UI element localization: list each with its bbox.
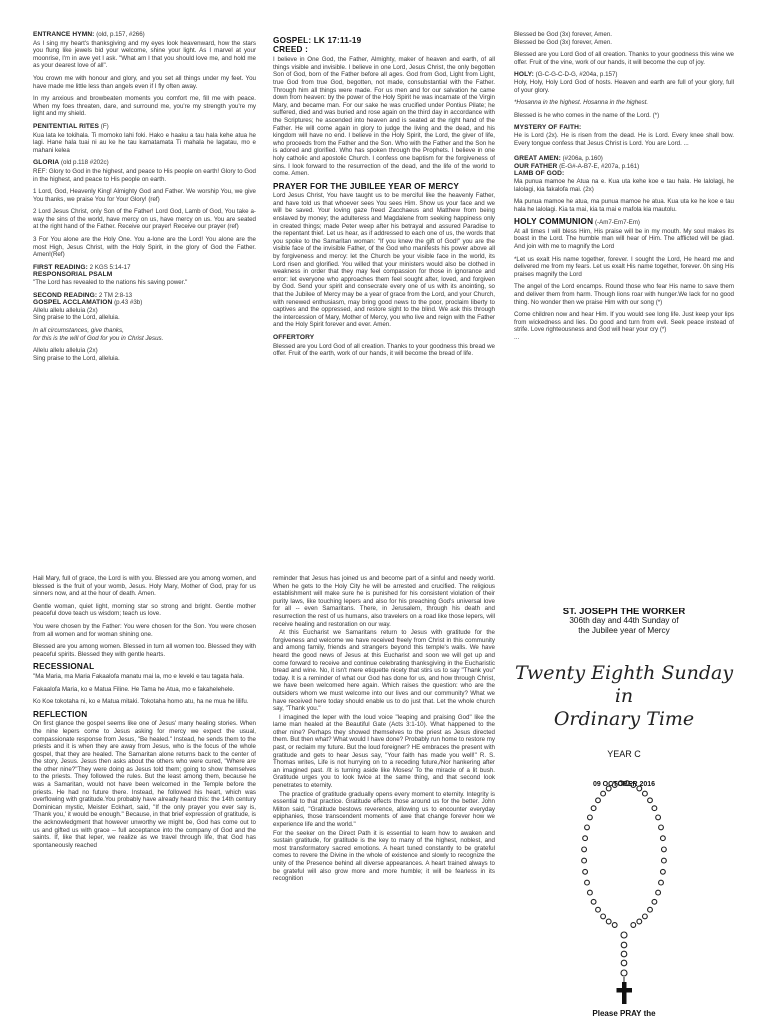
- gentle-woman-verse-3: Blessed are you among women. Blessed in turn all women too. Blessed they with peaceful spirits. Blessed they with gentle hearts.: [33, 643, 256, 658]
- rosary-bead: [588, 815, 593, 820]
- psalm-response: "The Lord has revealed to the nations his saving power.": [33, 279, 188, 287]
- penitential-heading: PENITENTIAL RITES: [33, 122, 100, 130]
- offertory-text: Blessed are you Lord God of all creation. Thanks to your goodness this bread we offer. Fruit of the earth, work of our hands, it will become the bread of life.: [273, 342, 495, 358]
- acclamation-ref: (p.43 #3b): [112, 299, 143, 307]
- creed-text: I believe in One God, the Father, Almighty, maker of heaven and earth, of all things visible and invisible. I believe in one Lord, Jesus Christ, the only begotten Son of God, born of the Father before all ages. God from God, Light from Light, true God from true God, begotten, not made, consubstantial with the Father. Through him all things were made. For us men and for our salvation he came down from heaven: by the power of the Holy Spirit he was incarnate of the Virgin Mary, and became man. For our sake he was crucified under Pontius Pilate; he suffered, died and was buried and rose again on the third day in accordance with the Scriptures; he ascended into heaven and is seated at the right hand of the Father. He will come again in glory to judge the living and the dead, and his kingdom will have no end. I believe in the Holy Spirit, the Lord, the giver of life, who proceeds from the Father and the Son. Who with the Father and the Son he is adored and glorified. Who has spoken through the Prophets. I believe in one holy catholic and apostolic Church. I confess one baptism for the forgiveness of sins. I look forward to the resurrection of the dead, and the life of the world to come. Amen.: [273, 56, 495, 178]
- rosary-bead: [652, 806, 657, 811]
- psalm-heading: RESPONSORIAL PSALM: [33, 271, 113, 279]
- rosary-bead: [659, 825, 664, 830]
- communion-verse-3: The angel of the Lord encamps. Round those who fear His name to save them and deliver them from harm. Though lions roar with hunger.We lack for no good thing. No wonder then we praise Him with our song (*): [514, 283, 734, 306]
- rosary-bead: [591, 806, 596, 811]
- acclamation-line-3: Allelu allelu alleluia (2x): [33, 347, 98, 355]
- first-reading-ref: 2 KGS 5:14-17: [87, 263, 131, 271]
- acclamation-line-1: Allelu allelu alleluia (2x): [33, 306, 98, 314]
- rosary-bead: [643, 791, 648, 796]
- rosary-bead: [648, 798, 653, 803]
- rosary-bead: [643, 914, 648, 919]
- rosary-bead: [582, 847, 587, 852]
- holy-ref: (G-C-G-C-D-G, #204a, p.157): [533, 71, 618, 79]
- rosary-bead: [601, 791, 606, 796]
- communion-ellipsis: ...: [514, 334, 520, 341]
- rosary-bead: [612, 923, 617, 928]
- rosary-bead: [585, 825, 590, 830]
- first-reading-heading: FIRST READING:: [33, 263, 88, 271]
- reflection-continued-5: For the seeker on the Direct Path it is essential to learn how to awaken and sustain gratitude, for gratitude is the key to many of the highest, noblest, and most transformatory sacred emotions. A heart tuned constantly to be grateful comes to revere the Divine in the whole of existence and slowly to recognize the unity of the Presence behind all diverse appearances. A heart trained always to be grateful will also grow more and more humble; it will be fearless in its recognition: [273, 829, 495, 883]
- lamb-of-god-heading: LAMB OF GOD:: [514, 170, 565, 178]
- blessed-be-god-line-2: Blessed be God (3x) forever, Amen.: [514, 38, 613, 46]
- communion-heading: HOLY COMMUNION: [514, 217, 594, 227]
- gloria-verse-1: 1 Lord, God, Heavenly King! Almighty God and Father. We worship You, we give You thanks, we praise You for Your Glory! (ref): [33, 188, 256, 203]
- second-reading-ref: 2 TM 2:8-13: [97, 291, 133, 299]
- acclamation-verse-2: for this is the will of God for you in Christ Jesus.: [33, 334, 164, 342]
- entrance-hymn-verse-3: In my anxious and browbeaten moments you comfort me, fill me with peace. When my foes threaten, dare, and surround me, you're my strength you're my light and my shield.: [33, 95, 256, 118]
- penitential-text: Kua lata ke tokihala. Ti momoko lahi foki. Hako e haaku a tau hala kehe atua he lagi. Hane hala tuai ni au ke he tau kamatamata Ti mahala he lagatau, mo e mahani kelea: [33, 131, 256, 154]
- column-holy-to-communion: [514, 31, 734, 511]
- great-amen-heading: GREAT AMEN:: [514, 155, 561, 163]
- jubilee-prayer-heading: PRAYER FOR THE JUBILEE YEAR OF MERCY: [273, 181, 459, 191]
- reflection-continued-4: The practice of gratitude gradually opens every moment to eternity. Integrity is essential to that practice. Gratitude effects those around us for the better. John Milton said, "Gratitude bestows reverence, allowing us to encounter everyday epiphanies, those transcendent moments of awe that change forever how we experience life and the world.": [273, 790, 495, 828]
- gloria-heading: GLORIA: [33, 159, 60, 167]
- entrance-hymn-verse-2: You crown me with honour and glory, and you set all things under my feet. You have made me little less than angels even if I fly often away.: [33, 74, 256, 90]
- rosary-bead: [631, 923, 636, 928]
- lamb-of-god-text-1: Ma punua mamoe he Atua na e. Kua uta kehe koe e tau hala. He lalolagi, he lalolagi, kia fakalofa mai. (2x): [514, 177, 734, 193]
- rosary-bead: [637, 786, 642, 791]
- holy-heading: HOLY:: [514, 71, 534, 79]
- entrance-hymn-heading: ENTRANCE HYMN:: [33, 31, 95, 38]
- rosary-bead: [612, 783, 617, 788]
- rosary-bead: [601, 914, 606, 919]
- entrance-hymn-ref: (old, p.157, #266): [94, 31, 145, 38]
- communion-ref: (-Am7-Em7-Em): [593, 219, 640, 227]
- mystery-text: He is Lord (2x). He is risen from the dead. He is Lord. Every knee shall bow. Every tongue confess that Jesus Christ is Lord. You are Lord. ...: [514, 131, 734, 147]
- rosary-bead: [631, 783, 636, 788]
- rosary-bead: [591, 899, 596, 904]
- gloria-verse-2: 2 Lord Jesus Christ, only Son of the Father! Lord God, Lamb of God, You take a-way the sins of the world, have mercy on us, have mercy on us. You are seated at the right hand of the Father. Receive our prayer! Receive our prayer (ref): [33, 208, 256, 231]
- column-entrance-to-acclamation: [33, 31, 256, 528]
- column-reflection-continued: [273, 575, 495, 1024]
- gloria-refrain: REF: Glory to God in the highest, and peace to His people on earth! Glory to God in the highest, and peace to His people on earth.: [33, 167, 256, 183]
- rosary-bead: [661, 869, 666, 874]
- entrance-hymn-verse-1: As I sing my heart's thanksgiving and my eyes look heavenward, how the stars you flung like jewels bid your welcome, shine your light. As I marvel at your moonrise, I'm in awe yet I ask. "What am I that you should love me, and hold me as your dearest love of all".: [33, 39, 256, 70]
- sunday-title-line-1: Twenty Eighth Sunday in: [514, 661, 734, 707]
- rosary-bead: [582, 858, 587, 863]
- recessional-heading: RECESSIONAL: [33, 662, 95, 672]
- reflection-continued-2: At this Eucharist we Samaritans return to Jesus with gratitude for the forgiveness and welcome we have received freely from Christ in this community and among family, friends and strangers beyond this temple's walls. We have heard the good news of Jesus at this Eucharist and soon we will get up and come forward to receive and continue celebrating thanksgiving in the Eucharistic bread and wine. No, it isn't mere etiquette nicety that stirs us to say "Thank you" today. It is a reminder of what our God has done for us, and how through Christ, we have been welcomed here again. Which raises the question: who are the outsiders whom we must welcome into our lives and our community? What we have received here today should enable us to do just that. Let the whole church say, "Thank you.": [273, 629, 495, 713]
- rosary-bead: [596, 798, 601, 803]
- rosary-bead: [661, 836, 666, 841]
- rosary-bead: [585, 880, 590, 885]
- rosary-bead: [662, 847, 667, 852]
- rosary-bead: [606, 919, 611, 924]
- cover-subtitle-line-2: the Jubilee year of Mercy: [578, 625, 670, 635]
- recessional-verse-1: "Ma Maria, ma Maria Fakaalofa manatu mai la, mo e leveki e tau tagata hala.: [33, 672, 244, 680]
- recessional-verse-3: Ko Koe tokotaha ni, ko e Matua mitaki. Tokotaha homo atu, ha ne mua he lilifu.: [33, 698, 249, 706]
- column-hail-mary-reflection: [33, 575, 256, 1024]
- rosary-bead: [625, 781, 630, 786]
- liturgical-year: YEAR C: [607, 748, 641, 759]
- rosary-bead: [583, 869, 588, 874]
- rosary-bead: [652, 899, 657, 904]
- offertory-wine-text: Blessed are you Lord God of all creation. Thanks to your goodness this wine we offer. Fruit of the vine, work of our hands, it will become the cup of joy.: [514, 51, 734, 66]
- rosary-bead: [596, 907, 601, 912]
- reflection-continued-3: I imagined the leper with the loud voice "leaping and praising God" like the lame man healed at the Beautiful Gate (Acts 3:1-10). What happened to the other nine? Perhaps they showed themselves to the priest as Jesus directed them. But then what? What would I have done? Probably run home to restore my past, or reclaim my future. But the loud foreigner? HE embraces the present with gratitude and gets to hear Jesus say, "Your faith has made you well!" R. S. Thomas writes, Life is not hurrying on to a receding future,/Nor hankering after an imagined past. /It is turning aside like Moses/ To the miracle of a lit bush. Gratitude urges you to look twice at the same thing, and that second look penetrates to eternity.: [273, 713, 495, 790]
- reflection-heading: REFLECTION: [33, 709, 88, 719]
- acclamation-verse-1: In all circumstances, give thanks,: [33, 327, 124, 334]
- sunday-title-line-2: Ordinary Time: [553, 707, 695, 730]
- reflection-continued-1: reminder that Jesus has joined us and become part of a sinful and needy world. When he gets to the Holy City he will be arrested and crucified. The religious establishment will make sure he is punished for his consistent violation of their purity laws, like touching lepers and also for his preaching God's universal love for all -- even Samaritans. There, in Jerusalem, through his death and resurrection the rest of us humans, also travelers on a road like those lepers, will receive healing and restoration on our way.: [273, 575, 495, 628]
- mystery-heading: MYSTERY OF FAITH:: [514, 124, 582, 132]
- rosary-bead: [648, 907, 653, 912]
- gentle-woman-verse-1: Gentle woman, quiet light, morning star so strong and bright. Gentle mother peaceful dove teach us wisdom; teach us love.: [33, 602, 256, 618]
- rosary-bead: [619, 781, 624, 786]
- acclamation-line-2: Sing praise to the Lord, alleluia.: [33, 314, 120, 322]
- rosary-bead: [656, 815, 661, 820]
- our-father-heading: OUR FATHER: [514, 162, 558, 170]
- jubilee-prayer-text: Lord Jesus Christ, You have taught us to be merciful like the heavenly Father, and have told us that whoever sees You sees Him. Show us your face and we will be saved. Your loving gaze freed Zacchaeus and Matthew from being enslaved by money; the adulteress and Magdalene from seeking happiness only in created things; made Peter weep after his betrayal and assured Paradise to the repentant thief. Let us hear, as if addressed to each one of us, the words that you spoke to the Samaritan woman: "If you knew the gift of God!" you are the visible face of the invisible Father, of the God who manifests his power above all by forgiveness and mercy: let the Church be your visible face in the world, its Lord risen and glorified. You willed that your ministers would also be clothed in weakness in order that they may feel compassion for those in ignorance and error: let everyone who approaches them feel sought after, loved, and forgiven by God. Send your spirit and consecrate every one of us with its anointing, so that the Jubilee of Mercy may be a year of grace from the Lord, and your Church, with renewed enthusiasm, may bring good news to the poor, proclaim liberty to captives and the oppressed, and restore sight to the blind. We ask this through the intercession of Mary, Mother of Mercy, you who live and reign with the Father and the Holy Spirit forever and ever. Amen.: [273, 192, 495, 329]
- acclamation-heading: GOSPEL ACCLAMATION: [33, 299, 113, 307]
- blessed-be-god-line-1: Blessed be God (3x) forever, Amen.: [514, 31, 613, 38]
- our-father-ref: (E-G#-A-B7-E, #207a, p.161): [557, 162, 640, 170]
- cover-subtitle-line-1: 306th day and 44th Sunday of: [569, 615, 679, 625]
- second-reading-heading: SECOND READING:: [33, 291, 98, 299]
- gospel-heading: GOSPEL: LK 17:11-19: [273, 37, 362, 45]
- communion-verse-1: At all times I will bless Him, His praise will be in my mouth. My soul makes its boast in the Lord. The humble man will hear of Him. The afflicted will be glad. And join with me to magnify the Lord: [514, 227, 734, 251]
- parish-name: ST. JOSEPH THE WORKER: [562, 608, 686, 617]
- reflection-text: On first glance the gospel seems like one of Jesus' many healing stories. When the nine lepers come to Jesus asking for mercy we expect the usual, compassionate response from Jesus, "Be healed." Instead, he sends them to the priests and it is when they are away from Jesus, who is the focus of the whole gospel, that they are healed. The Samaritan alone returns back to the center of the story, Jesus. Jesus then asks about the others who were cured, "Where are the other nine?"They were doing as Jesus told them; going to show themselves to the priests. They followed the rules. But the least among them, because he was a Samaritan, would not have been welcomed in the Temple before the priests. He had no future there. Instead, he followed his heart, which was overflowing with gratitude.You probably have already heard this: the 14th century Dominican mystic, Meister Eckhart, said, "If the only prayer you ever say is, 'Thank you,' it would be enough." Because, in that brief expression of gratitude, is the acknowledgment that however unworthy we might be, God has come out to us and gifted us with grace -- full acceptance into the company of God and the saints. If, like that leper, we realize as we travel through life, that God has spontaneously reached: [33, 720, 256, 849]
- rosary-bead: [659, 880, 664, 885]
- column-gospel-creed-offertory: [273, 37, 495, 527]
- offertory-heading: OFFERTORY: [273, 333, 315, 341]
- please-pray-line: Please PRAY the: [592, 1009, 656, 1018]
- hail-mary-text: Hail Mary, full of grace, the Lord is with you. Blessed are you among women, and blessed is the fruit of your womb, Jesus. Holy Mary, Mother of God, pray for us sinners now, and at the hour of death. Amen.: [33, 575, 256, 598]
- rosary-bead: [588, 890, 593, 895]
- penitential-ref: (F): [99, 122, 109, 130]
- creed-heading: CREED :: [273, 44, 309, 54]
- holy-text: Holy, Holy, Holy Lord God of hosts. Heaven and earth are full of your glory, full of your glory.: [514, 78, 734, 94]
- rosary-bead: [637, 919, 642, 924]
- blessed-is-he-line: Blessed is he who comes in the name of the Lord. (*): [514, 111, 660, 119]
- great-amen-ref: (#206a, p.160): [560, 155, 603, 163]
- recessional-verse-2: Fakaalofa Maria, ko e Matua Filine. He Tama he Atua, mo e fakahelehele.: [33, 685, 235, 693]
- acclamation-line-4: Sing praise to the Lord, alleluia.: [33, 354, 120, 362]
- communion-verse-2: *Let us exalt His name together, forever. I sought the Lord, He heard me and delivered me from my fears. Let us exalt His name together, forever. 0h sing His praises magnify the Lord: [514, 255, 734, 278]
- rosary-bead: [583, 836, 588, 841]
- gentle-woman-verse-2: You were chosen by the Father: You were chosen for the Son. You were chosen from all women and for woman shining one.: [33, 622, 256, 638]
- rosary-bead: [656, 890, 661, 895]
- gloria-ref: (old p.118 #202c): [59, 159, 109, 167]
- bulletin-date: 09 OCTOBER 2016: [592, 781, 656, 789]
- rosary-icon: [576, 780, 676, 1020]
- lamb-of-god-text-2: Ma punua mamoe he atua, ma punua mamoe he atua. Kua uta ke he koe e tau hala he lalolagi. Kia ta mai, kia ta mai e mafola kia mautolu.: [514, 198, 734, 213]
- communion-verse-4: Come children now and hear Him. If you would see long life. Just keep your lips from wickedness and lies. Do good and turn from evil. Seek peace instead of strife. Love righteousness and God will hear your cry (*): [514, 311, 734, 334]
- rosary-bead: [662, 858, 667, 863]
- hosanna-line: *Hosanna in the highest. Hosanna in the highest.: [514, 99, 649, 107]
- gloria-verse-3: 3 For You alone are the Holy One. You a-lone are the Lord! You alone are the most High, Jesus Christ, with the Holy Spirit, in the glory of God the Father. Amen!(Ref): [33, 236, 256, 259]
- rosary-bead: [606, 786, 611, 791]
